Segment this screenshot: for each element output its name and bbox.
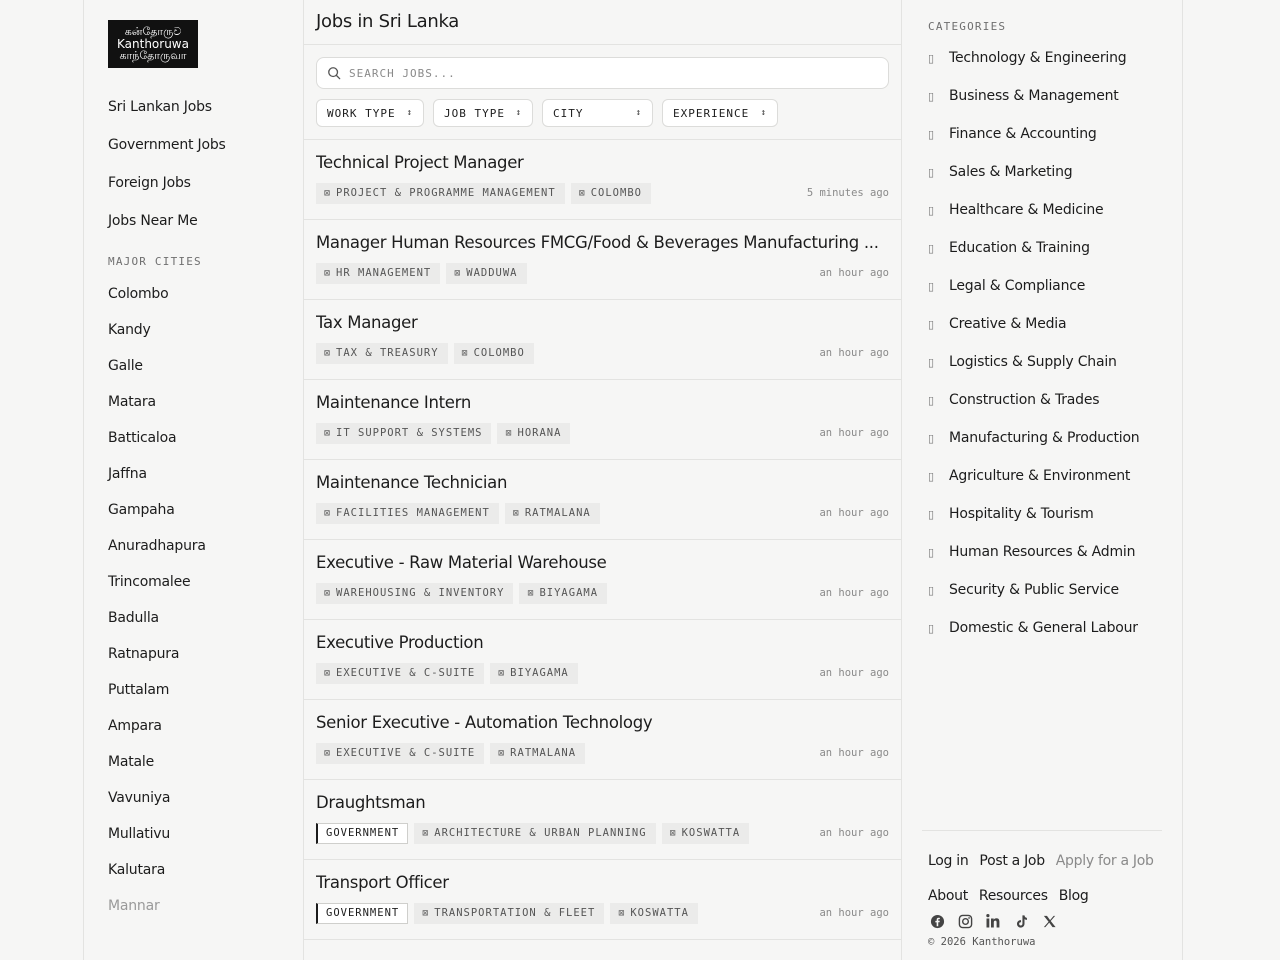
category-item-label: Construction & Trades — [949, 392, 1100, 408]
location-icon: ⊠ — [578, 187, 586, 199]
posted-time: 5 minutes ago — [806, 187, 889, 199]
city-item-anuradhapura[interactable]: Anuradhapura — [108, 538, 206, 554]
category-item-manufacturing-production[interactable] — [928, 430, 1162, 468]
job-list — [304, 140, 901, 940]
location-label: BIYAGAMA — [510, 667, 569, 679]
category-icon: ⊠ — [324, 427, 332, 439]
category-icon: ▯ — [928, 280, 934, 293]
location-icon: ⊠ — [454, 267, 462, 279]
category-icon: ⊠ — [324, 747, 332, 759]
category-label: PROJECT & PROGRAMME MANAGEMENT — [336, 187, 556, 199]
posted-time: an hour ago — [819, 667, 889, 679]
category-tag — [316, 663, 484, 684]
chevron-updown-icon: ↕ — [406, 107, 413, 118]
category-tag — [316, 423, 491, 444]
category-tag — [316, 263, 440, 284]
location-icon: ⊠ — [669, 827, 677, 839]
footer-link-about[interactable]: About — [928, 888, 968, 904]
search-box[interactable] — [316, 57, 889, 89]
city-item-vavuniya[interactable]: Vavuniya — [108, 790, 171, 806]
location-label: HORANA — [517, 427, 562, 439]
posted-time: an hour ago — [819, 747, 889, 759]
category-item-label: Healthcare & Medicine — [949, 202, 1104, 218]
job-meta — [316, 582, 889, 604]
location-label: COLOMBO — [473, 347, 525, 359]
job-meta — [316, 662, 889, 684]
location-label: KOSWATTA — [681, 827, 741, 839]
facebook-icon[interactable] — [928, 912, 946, 930]
page-title: Jobs in Sri Lanka — [316, 11, 460, 32]
job-title[interactable]: Manager Human Resources FMCG/Food & Beverages Manufacturing ... — [316, 233, 879, 252]
category-icon: ▯ — [928, 432, 934, 445]
category-tag — [316, 743, 484, 764]
job-meta — [316, 262, 889, 284]
category-icon: ▯ — [928, 546, 934, 559]
category-icon: ▯ — [928, 204, 934, 217]
category-item-label: Hospitality & Tourism — [949, 506, 1094, 522]
search-input[interactable] — [349, 67, 849, 80]
category-item-healthcare-medicine[interactable] — [928, 202, 1162, 240]
category-icon: ▯ — [928, 242, 934, 255]
category-label: ARCHITECTURE & URBAN PLANNING — [434, 827, 647, 839]
location-label: RATMALANA — [510, 747, 577, 759]
location-tag — [662, 823, 750, 844]
category-item-hospitality-tourism[interactable] — [928, 506, 1162, 544]
nav-item-sri-lankan-jobs[interactable]: Sri Lankan Jobs — [108, 99, 212, 115]
location-icon: ⊠ — [461, 347, 469, 359]
category-icon: ⊠ — [324, 187, 332, 199]
category-item-label: Logistics & Supply Chain — [949, 354, 1117, 370]
category-tag — [316, 503, 499, 524]
footer-links — [928, 849, 1168, 908]
job-meta — [316, 182, 889, 204]
category-icon: ▯ — [928, 128, 934, 141]
filter-city[interactable] — [542, 99, 653, 127]
category-icon: ▯ — [928, 470, 934, 483]
city-item-kandy[interactable]: Kandy — [108, 322, 151, 338]
job-listing-panel — [304, 0, 902, 960]
location-tag — [454, 343, 534, 364]
category-icon: ▯ — [928, 90, 934, 103]
location-label: WADDUWA — [466, 267, 518, 279]
posted-time: an hour ago — [819, 827, 889, 839]
location-tag — [505, 503, 600, 524]
category-item-label: Human Resources & Admin — [949, 544, 1136, 560]
job-title[interactable]: Draughtsman — [316, 793, 426, 812]
filter-work-type[interactable] — [316, 99, 424, 127]
posted-time: an hour ago — [819, 507, 889, 519]
category-label: WAREHOUSING & INVENTORY — [336, 587, 505, 599]
page-header — [304, 0, 901, 45]
location-icon: ⊠ — [512, 507, 520, 519]
category-item-business-management[interactable] — [928, 88, 1162, 126]
posted-time: an hour ago — [819, 267, 889, 279]
category-icon: ▯ — [928, 356, 934, 369]
filter-label: CITY — [553, 106, 584, 120]
category-tag — [316, 183, 565, 204]
primary-nav — [108, 99, 303, 251]
category-icon: ▯ — [928, 622, 934, 635]
category-item-label: Manufacturing & Production — [949, 430, 1140, 446]
category-item-agriculture-environment[interactable] — [928, 468, 1162, 506]
category-tag — [414, 823, 655, 844]
job-title[interactable]: Technical Project Manager — [316, 153, 524, 172]
category-icon: ▯ — [928, 52, 934, 65]
category-item-construction-trades[interactable] — [928, 392, 1162, 430]
footer-link-post-a-job[interactable]: Post a Job — [979, 853, 1045, 869]
category-item-human-resources-admin[interactable] — [928, 544, 1162, 582]
location-tag — [519, 583, 607, 604]
job-row[interactable] — [304, 300, 901, 380]
city-item-colombo[interactable]: Colombo — [108, 286, 169, 302]
category-icon: ▯ — [928, 318, 934, 331]
category-item-label: Security & Public Service — [949, 582, 1119, 598]
category-item-finance-accounting[interactable] — [928, 126, 1162, 164]
category-icon: ⊠ — [422, 907, 430, 919]
filter-job-type[interactable] — [433, 99, 533, 127]
city-item-ampara[interactable]: Ampara — [108, 718, 162, 734]
category-item-label: Domestic & General Labour — [949, 620, 1138, 636]
location-tag — [490, 663, 578, 684]
category-icon: ▯ — [928, 394, 934, 407]
location-icon: ⊠ — [498, 747, 506, 759]
category-icon: ⊠ — [324, 507, 332, 519]
posted-time: an hour ago — [819, 907, 889, 919]
filter-label: EXPERIENCE — [673, 106, 750, 120]
nav-item-jobs-near-me[interactable]: Jobs Near Me — [108, 213, 198, 229]
city-item-batticaloa[interactable]: Batticaloa — [108, 430, 177, 446]
nav-item-foreign-jobs[interactable]: Foreign Jobs — [108, 175, 191, 191]
category-icon: ▯ — [928, 584, 934, 597]
location-label: KOSWATTA — [630, 907, 689, 919]
job-row[interactable] — [304, 220, 901, 300]
location-tag — [446, 263, 526, 284]
job-row[interactable] — [304, 540, 901, 620]
search-icon — [327, 66, 341, 80]
government-badge: GOVERNMENT — [316, 903, 408, 924]
category-item-label: Business & Management — [949, 88, 1119, 104]
filter-experience[interactable] — [662, 99, 778, 127]
location-icon: ⊠ — [498, 667, 506, 679]
location-tag — [497, 423, 570, 444]
category-item-legal-compliance[interactable] — [928, 278, 1162, 316]
city-item-ratnapura[interactable]: Ratnapura — [108, 646, 180, 662]
category-label: IT SUPPORT & SYSTEMS — [336, 427, 483, 439]
city-item-galle[interactable]: Galle — [108, 358, 143, 374]
job-title[interactable]: Maintenance Intern — [316, 393, 471, 412]
job-row[interactable] — [304, 140, 901, 220]
footer-link-log-in[interactable]: Log in — [928, 853, 969, 869]
posted-time: an hour ago — [819, 587, 889, 599]
city-nav — [108, 286, 303, 934]
location-icon: ⊠ — [505, 427, 513, 439]
filter-label: WORK TYPE — [327, 106, 396, 120]
category-icon: ⊠ — [324, 267, 332, 279]
location-tag — [610, 903, 698, 924]
category-item-label: Finance & Accounting — [949, 126, 1097, 142]
city-item-gampaha[interactable]: Gampaha — [108, 502, 175, 518]
city-item-jaffna[interactable]: Jaffna — [108, 466, 147, 482]
location-icon: ⊠ — [618, 907, 626, 919]
category-icon: ▯ — [928, 508, 934, 521]
location-label: COLOMBO — [590, 187, 642, 199]
category-icon: ⊠ — [324, 587, 332, 599]
site-logo[interactable] — [108, 20, 198, 68]
category-icon: ⊠ — [324, 667, 332, 679]
posted-time: an hour ago — [819, 427, 889, 439]
category-label: EXECUTIVE & C-SUITE — [336, 747, 476, 759]
category-item-domestic-general-labour[interactable] — [928, 620, 1162, 658]
instagram-icon[interactable] — [956, 912, 974, 930]
category-tag — [414, 903, 604, 924]
job-row[interactable] — [304, 620, 901, 700]
linkedin-icon[interactable] — [984, 912, 1002, 930]
category-icon: ⊠ — [422, 827, 430, 839]
posted-time: an hour ago — [819, 347, 889, 359]
location-label: RATMALANA — [524, 507, 591, 519]
search-filter-area — [304, 45, 901, 140]
city-item-kalutara[interactable]: Kalutara — [108, 862, 166, 878]
category-item-label: Creative & Media — [949, 316, 1067, 332]
city-item-puttalam[interactable]: Puttalam — [108, 682, 170, 698]
category-label: HR MANAGEMENT — [336, 267, 432, 279]
job-row[interactable] — [304, 460, 901, 540]
city-item-mullativu[interactable]: Mullativu — [108, 826, 171, 842]
job-meta — [316, 822, 889, 844]
logo-text-tamil: காந்தோருவா — [119, 49, 187, 63]
job-row[interactable] — [304, 860, 901, 940]
category-item-security-public-service[interactable] — [928, 582, 1162, 620]
categories-label: CATEGORIES — [928, 20, 1007, 33]
job-title[interactable]: Senior Executive - Automation Technology — [316, 713, 653, 732]
city-item-trincomalee[interactable]: Trincomalee — [108, 574, 191, 590]
location-label: BIYAGAMA — [539, 587, 599, 599]
job-meta — [316, 342, 889, 364]
logo-text-sinhala: கன்தோருව — [124, 25, 182, 39]
category-item-logistics-supply-chain[interactable] — [928, 354, 1162, 392]
job-title[interactable]: Executive Production — [316, 633, 484, 652]
category-tag — [316, 583, 513, 604]
job-row[interactable] — [304, 380, 901, 460]
city-item-matale[interactable]: Matale — [108, 754, 155, 770]
chevron-updown-icon: ↕ — [515, 107, 522, 118]
category-icon: ▯ — [928, 166, 934, 179]
job-row[interactable] — [304, 700, 901, 780]
job-meta — [316, 422, 889, 444]
chevron-updown-icon: ↕ — [760, 107, 767, 118]
category-item-sales-marketing[interactable] — [928, 164, 1162, 202]
job-title[interactable]: Executive - Raw Material Warehouse — [316, 553, 607, 572]
location-tag — [571, 183, 651, 204]
city-item-mannar[interactable]: Mannar — [108, 898, 160, 914]
social-links — [928, 912, 1162, 930]
footer-link-blog[interactable]: Blog — [1058, 888, 1089, 904]
right-sidebar — [902, 0, 1182, 960]
job-meta — [316, 902, 889, 924]
category-item-education-training[interactable] — [928, 240, 1162, 278]
location-tag — [490, 743, 585, 764]
filter-bar — [316, 99, 889, 127]
nav-item-government-jobs[interactable]: Government Jobs — [108, 137, 226, 153]
category-nav — [928, 50, 1162, 658]
category-icon: ⊠ — [324, 347, 332, 359]
footer-link-resources[interactable]: Resources — [978, 888, 1048, 904]
category-item-creative-media[interactable] — [928, 316, 1162, 354]
job-title[interactable]: Tax Manager — [316, 313, 418, 332]
category-item-label: Agriculture & Environment — [949, 468, 1131, 484]
government-badge: GOVERNMENT — [316, 823, 408, 844]
job-title[interactable]: Transport Officer — [316, 873, 449, 892]
job-meta — [316, 742, 889, 764]
left-sidebar — [84, 0, 304, 960]
category-tag — [316, 343, 448, 364]
footer-link-apply-for-a-job[interactable]: Apply for a Job — [1055, 853, 1154, 869]
category-label: FACILITIES MANAGEMENT — [336, 507, 490, 519]
job-row[interactable] — [304, 780, 901, 860]
category-item-label: Legal & Compliance — [949, 278, 1086, 294]
category-item-label: Education & Training — [949, 240, 1090, 256]
page-shell — [83, 0, 1183, 960]
sidebar-footer — [922, 830, 1162, 948]
filter-label: JOB TYPE — [444, 106, 505, 120]
category-item-label: Sales & Marketing — [949, 164, 1073, 180]
category-item-label: Technology & Engineering — [949, 50, 1127, 66]
chevron-updown-icon: ↕ — [635, 107, 642, 118]
location-icon: ⊠ — [527, 587, 535, 599]
job-meta — [316, 502, 889, 524]
major-cities-label: MAJOR CITIES — [108, 255, 202, 268]
category-item-technology-engineering[interactable] — [928, 50, 1162, 88]
category-label: EXECUTIVE & C-SUITE — [336, 667, 476, 679]
category-label: TRANSPORTATION & FLEET — [434, 907, 596, 919]
city-item-matara[interactable]: Matara — [108, 394, 156, 410]
x-icon[interactable] — [1040, 912, 1058, 930]
city-item-badulla[interactable]: Badulla — [108, 610, 159, 626]
logo-text-english: Kanthoruwa — [117, 36, 189, 51]
tiktok-icon[interactable] — [1012, 912, 1030, 930]
copyright: © 2026 Kanthoruwa — [928, 936, 1036, 948]
job-title[interactable]: Maintenance Technician — [316, 473, 508, 492]
category-label: TAX & TREASURY — [336, 347, 439, 359]
